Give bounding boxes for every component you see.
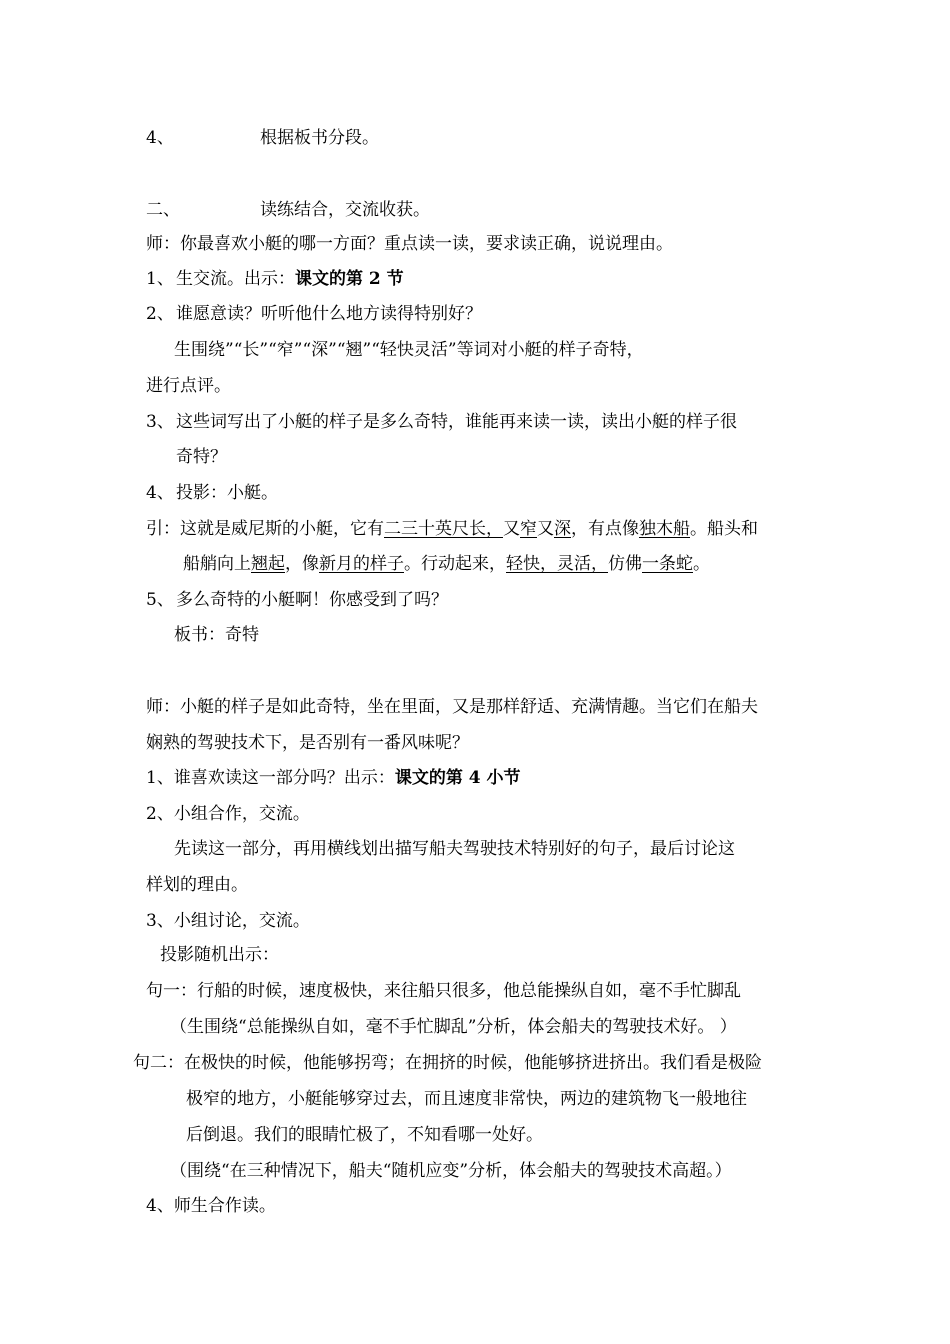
section-number: 二、 bbox=[146, 200, 180, 220]
underlined-phrase: 轻快，灵活， bbox=[506, 554, 608, 574]
step-3: 3、小组讨论，交流。 bbox=[146, 911, 310, 931]
underlined-phrase: 翘起 bbox=[251, 554, 285, 574]
item-number: 1、 bbox=[146, 269, 174, 289]
item-text: 谁愿意读？听听他什么地方读得特别好？ bbox=[176, 304, 482, 324]
passage-text: 。 bbox=[693, 554, 710, 574]
step-text: 根据板书分段。 bbox=[260, 128, 379, 148]
step-text: 1、谁喜欢读这一部分吗？出示： bbox=[146, 768, 395, 788]
sentence-2-line3: 后倒退。我们的眼睛忙极了，不知看哪一处好。 bbox=[186, 1125, 543, 1145]
step-2: 2、小组合作，交流。 bbox=[146, 804, 310, 824]
underlined-phrase: 窄 bbox=[520, 519, 537, 539]
passage-text: 仿佛 bbox=[608, 554, 642, 574]
item-number: 4、 bbox=[146, 483, 174, 503]
step-2-note-line2: 样划的理由。 bbox=[146, 875, 248, 895]
passage-text: 。船头和 bbox=[690, 519, 758, 539]
sentence-2-line1: 句二：在极快的时候，他能够拐弯；在拥挤的时候，他能够挤进挤出。我们看是极险 bbox=[133, 1053, 762, 1073]
step-2-note-line1: 先读这一部分，再用横线划出描写船夫驾驶技术特别好的句子，最后讨论这 bbox=[174, 839, 735, 859]
item-text: 生交流。出示： bbox=[176, 269, 295, 289]
underlined-phrase: 一条蛇 bbox=[642, 554, 693, 574]
item-number: 3、 bbox=[146, 412, 174, 432]
item-2-note-line1: 生围绕”“长”“窄”“深”“翘”“轻快灵活”等词对小艇的样子奇特， bbox=[174, 340, 644, 360]
item-3 bbox=[146, 411, 737, 433]
step-4-line bbox=[146, 127, 379, 149]
step-bold-text: 课文的第 4 小节 bbox=[394, 768, 521, 788]
section-title: 读练结合，交流收获。 bbox=[260, 200, 430, 220]
passage-text: 。行动起来， bbox=[404, 554, 506, 574]
sentence-2-analysis: （围绕“在三种情况下，船夫“随机应变”分析，体会船夫的驾驶技术高超。） bbox=[170, 1161, 732, 1181]
passage-text: 这就是威尼斯的小艇，它有 bbox=[180, 519, 384, 539]
passage-text: 又 bbox=[503, 519, 520, 539]
teacher-question: 师：你最喜欢小艇的哪一方面？重点读一读，要求读正确，说说理由。 bbox=[146, 234, 673, 254]
passage-text: 又 bbox=[537, 519, 554, 539]
item-4 bbox=[146, 482, 278, 504]
step-4: 4、师生合作读。 bbox=[146, 1196, 276, 1216]
intro-label: 引： bbox=[146, 519, 180, 539]
passage-text: ，有点像 bbox=[571, 519, 639, 539]
item-text: 多么奇特的小艇啊！你感受到了吗？ bbox=[176, 590, 448, 610]
item-number: 2、 bbox=[146, 304, 174, 324]
intro-passage-line1 bbox=[146, 518, 758, 540]
teacher-transition-line1: 师：小艇的样子是如此奇特，坐在里面，又是那样舒适、充满情趣。当它们在船夫 bbox=[146, 697, 758, 717]
item-2 bbox=[146, 303, 482, 325]
passage-text: 船艄向上 bbox=[183, 554, 251, 574]
sentence-1: 句一：行船的时候，速度极快，来往船只很多，他总能操纵自如，毫不手忙脚乱 bbox=[146, 981, 741, 1001]
item-text: 投影：小艇。 bbox=[176, 483, 278, 503]
teacher-transition-line2: 娴熟的驾驶技术下，是否别有一番风味呢？ bbox=[146, 733, 469, 753]
sentence-1-analysis: （生围绕“总能操纵自如，毫不手忙脚乱”分析，体会船夫的驾驶技术好。 ） bbox=[170, 1017, 737, 1037]
sentence-2-line2: 极窄的地方，小艇能够穿过去，而且速度非常快，两边的建筑物飞一般地往 bbox=[186, 1089, 747, 1109]
item-3-line2: 奇特？ bbox=[176, 447, 227, 467]
underlined-phrase: 新月的样子 bbox=[319, 554, 404, 574]
item-bold-text: 课文的第 2 节 bbox=[295, 269, 404, 289]
item-number: 5、 bbox=[146, 590, 174, 610]
underlined-phrase: 深 bbox=[554, 519, 571, 539]
projection-label: 投影随机出示： bbox=[160, 945, 279, 965]
underlined-phrase: 二三十英尺长， bbox=[384, 519, 503, 539]
item-text-line1: 这些词写出了小艇的样子是多么奇特，谁能再来读一读，读出小艇的样子很 bbox=[176, 412, 737, 432]
board-note: 板书：奇特 bbox=[174, 625, 259, 645]
item-1 bbox=[146, 268, 404, 290]
passage-text: ，像 bbox=[285, 554, 319, 574]
section-two-heading bbox=[146, 199, 430, 221]
step-1 bbox=[146, 767, 521, 789]
step-number: 4、 bbox=[146, 128, 174, 148]
underlined-phrase: 独木船 bbox=[639, 519, 690, 539]
item-2-note-line2: 进行点评。 bbox=[146, 376, 231, 396]
item-5 bbox=[146, 589, 448, 611]
intro-passage-line2 bbox=[183, 553, 710, 575]
